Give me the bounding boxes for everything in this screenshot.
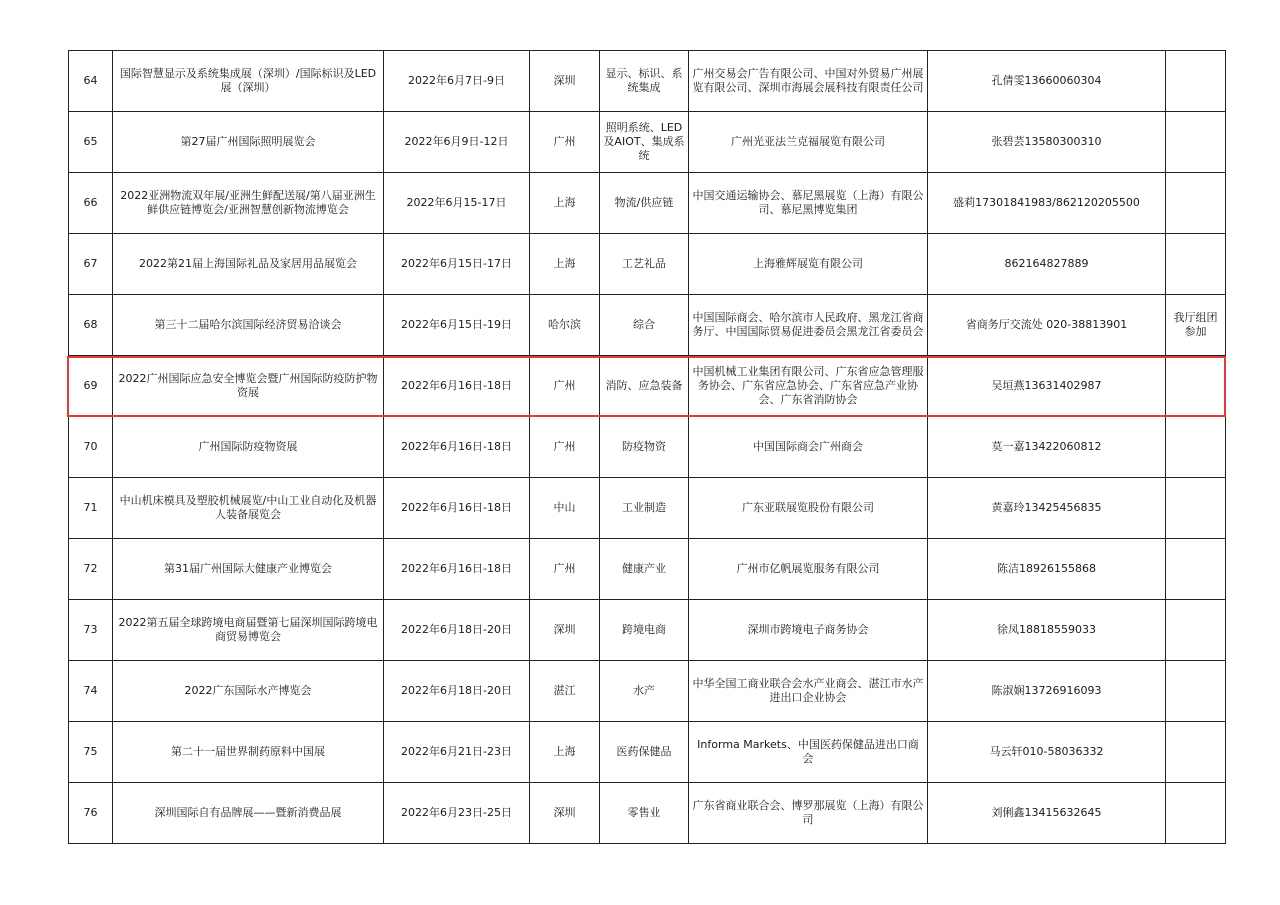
cell-date: 2022年6月7日-9日 [384,51,530,112]
cell-note [1166,112,1226,173]
table-row [69,234,1226,295]
cell-exhibition-name: 第二十一届世界制药原料中国展 [113,722,384,783]
cell-organizer: 广东亚联展览股份有限公司 [689,478,928,539]
cell-industry: 工艺礼品 [600,234,689,295]
cell-date: 2022年6月15-17日 [384,173,530,234]
cell-note [1166,722,1226,783]
table-row [69,173,1226,234]
cell-number: 65 [69,112,113,173]
cell-exhibition-name: 中山机床模具及塑胶机械展览/中山工业自动化及机器人装备展览会 [113,478,384,539]
cell-note [1166,478,1226,539]
cell-city: 湛江 [530,661,600,722]
cell-number: 68 [69,295,113,356]
cell-note [1166,356,1226,417]
cell-industry: 消防、应急装备 [600,356,689,417]
cell-date: 2022年6月15日-19日 [384,295,530,356]
cell-organizer: 深圳市跨境电子商务协会 [689,600,928,661]
cell-industry: 照明系统、LED及AIOT、集成系统 [600,112,689,173]
cell-date: 2022年6月18日-20日 [384,661,530,722]
cell-industry: 医药保健品 [600,722,689,783]
cell-number: 73 [69,600,113,661]
table-row [69,661,1226,722]
cell-organizer: 中国机械工业集团有限公司、广东省应急管理服务协会、广东省应急协会、广东省应急产业协会、广东省消防协会 [689,356,928,417]
table-row [69,783,1226,844]
cell-city: 哈尔滨 [530,295,600,356]
table-row [69,722,1226,783]
cell-note [1166,783,1226,844]
cell-city: 上海 [530,234,600,295]
cell-exhibition-name: 国际智慧显示及系统集成展（深圳）/国际标识及LED展（深圳） [113,51,384,112]
cell-city: 上海 [530,173,600,234]
cell-contact: 盛莉17301841983/862120205500 [928,173,1166,234]
cell-city: 广州 [530,356,600,417]
table-row [69,478,1226,539]
cell-contact: 徐凤18818559033 [928,600,1166,661]
cell-number: 74 [69,661,113,722]
cell-number: 67 [69,234,113,295]
cell-note [1166,173,1226,234]
cell-contact: 陈淑娴13726916093 [928,661,1166,722]
cell-date: 2022年6月23日-25日 [384,783,530,844]
cell-date: 2022年6月16日-18日 [384,539,530,600]
cell-contact: 刘俐鑫13415632645 [928,783,1166,844]
cell-contact: 张碧芸13580300310 [928,112,1166,173]
cell-number: 69 [69,356,113,417]
cell-exhibition-name: 广州国际防疫物资展 [113,417,384,478]
table-row [69,417,1226,478]
cell-industry: 显示、标识、系统集成 [600,51,689,112]
cell-city: 深圳 [530,51,600,112]
table-row [69,539,1226,600]
cell-exhibition-name: 第31届广州国际大健康产业博览会 [113,539,384,600]
cell-note [1166,417,1226,478]
cell-city: 广州 [530,112,600,173]
cell-exhibition-name: 2022广州国际应急安全博览会暨广州国际防疫防护物资展 [113,356,384,417]
cell-city: 深圳 [530,783,600,844]
cell-exhibition-name: 深圳国际自有品牌展——暨新消费品展 [113,783,384,844]
cell-note [1166,661,1226,722]
cell-city: 中山 [530,478,600,539]
cell-organizer: Informa Markets、中国医药保健品进出口商会 [689,722,928,783]
cell-organizer: 广东省商业联合会、博罗那展览（上海）有限公司 [689,783,928,844]
table-row [69,295,1226,356]
table-row [69,356,1226,417]
table-row [69,51,1226,112]
cell-exhibition-name: 2022第21届上海国际礼品及家居用品展览会 [113,234,384,295]
cell-city: 广州 [530,417,600,478]
cell-industry: 防疫物资 [600,417,689,478]
cell-number: 75 [69,722,113,783]
cell-contact: 吴垣燕13631402987 [928,356,1166,417]
cell-organizer: 中国国际商会、哈尔滨市人民政府、黑龙江省商务厅、中国国际贸易促进委员会黑龙江省委员会 [689,295,928,356]
cell-number: 70 [69,417,113,478]
table-row [69,600,1226,661]
cell-industry: 零售业 [600,783,689,844]
cell-city: 上海 [530,722,600,783]
exhibition-table [68,50,1226,844]
cell-exhibition-name: 2022第五届全球跨境电商届暨第七届深圳国际跨境电商贸易博览会 [113,600,384,661]
cell-industry: 工业制造 [600,478,689,539]
cell-exhibition-name: 2022亚洲物流双年展/亚洲生鲜配送展/第八届亚洲生鲜供应链博览会/亚洲智慧创新物流博览会 [113,173,384,234]
cell-exhibition-name: 第三十二届哈尔滨国际经济贸易洽谈会 [113,295,384,356]
cell-number: 72 [69,539,113,600]
cell-number: 76 [69,783,113,844]
cell-organizer: 中国交通运输协会、慕尼黑展览（上海）有限公司、慕尼黑博览集团 [689,173,928,234]
cell-organizer: 中国国际商会广州商会 [689,417,928,478]
cell-note: 我厅组团参加 [1166,295,1226,356]
cell-contact: 省商务厅交流处 020-38813901 [928,295,1166,356]
cell-note [1166,234,1226,295]
cell-date: 2022年6月21日-23日 [384,722,530,783]
cell-contact: 黄嘉玲13425456835 [928,478,1166,539]
cell-industry: 物流/供应链 [600,173,689,234]
cell-date: 2022年6月16日-18日 [384,478,530,539]
cell-number: 71 [69,478,113,539]
cell-date: 2022年6月16日-18日 [384,417,530,478]
cell-note [1166,539,1226,600]
cell-contact: 莫一嘉13422060812 [928,417,1166,478]
cell-industry: 跨境电商 [600,600,689,661]
cell-contact: 862164827889 [928,234,1166,295]
cell-number: 66 [69,173,113,234]
cell-number: 64 [69,51,113,112]
cell-note [1166,600,1226,661]
cell-exhibition-name: 2022广东国际水产博览会 [113,661,384,722]
cell-organizer: 广州市亿帆展览服务有限公司 [689,539,928,600]
cell-industry: 综合 [600,295,689,356]
cell-organizer: 中华全国工商业联合会水产业商会、湛江市水产进出口企业协会 [689,661,928,722]
cell-date: 2022年6月15日-17日 [384,234,530,295]
cell-date: 2022年6月16日-18日 [384,356,530,417]
cell-contact: 马云轩010-58036332 [928,722,1166,783]
table-row [69,112,1226,173]
cell-industry: 水产 [600,661,689,722]
cell-industry: 健康产业 [600,539,689,600]
cell-contact: 孔倩雯13660060304 [928,51,1166,112]
cell-city: 广州 [530,539,600,600]
cell-organizer: 上海雅辉展览有限公司 [689,234,928,295]
cell-contact: 陈洁18926155868 [928,539,1166,600]
cell-note [1166,51,1226,112]
cell-organizer: 广州光亚法兰克福展览有限公司 [689,112,928,173]
cell-exhibition-name: 第27届广州国际照明展览会 [113,112,384,173]
cell-city: 深圳 [530,600,600,661]
cell-organizer: 广州交易会广告有限公司、中国对外贸易广州展览有限公司、深圳市海展会展科技有限责任公司 [689,51,928,112]
cell-date: 2022年6月18日-20日 [384,600,530,661]
cell-date: 2022年6月9日-12日 [384,112,530,173]
